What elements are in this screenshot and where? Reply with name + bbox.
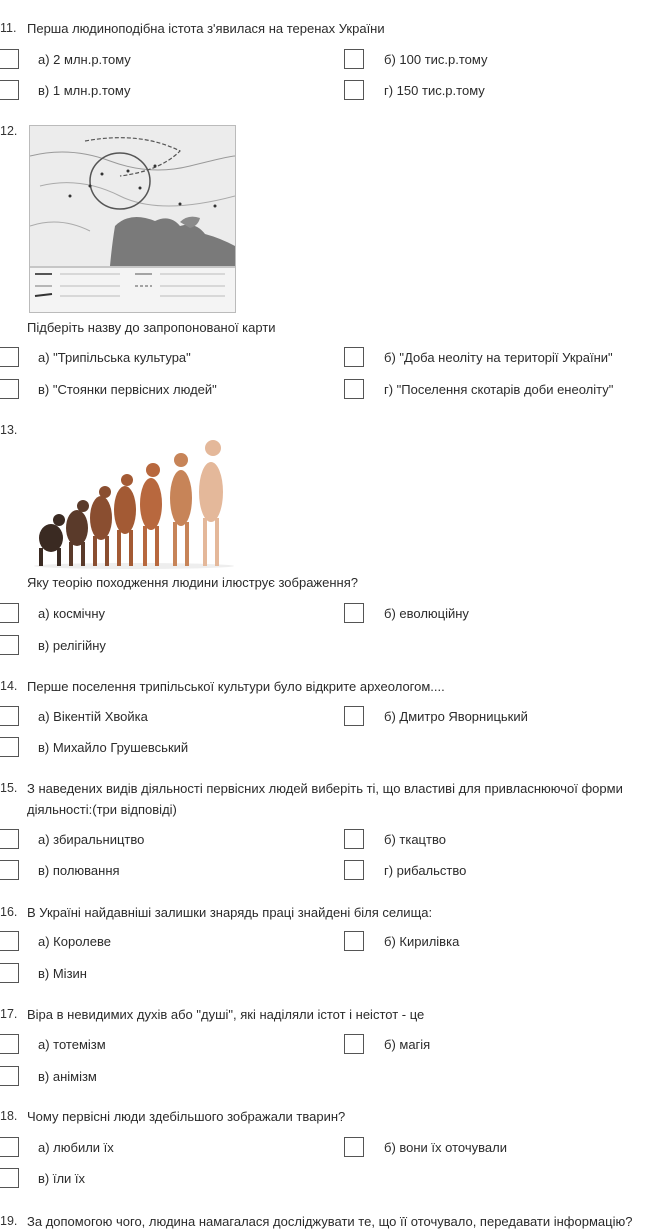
answer-option: в) релігійну: [38, 638, 106, 653]
question-text: В Україні найдавніші залишки знарядь праці знайдені біля селища:: [27, 905, 433, 920]
answer-option: а) "Трипільська культура": [38, 350, 191, 365]
answer-option: в) 1 млн.р.тому: [38, 83, 131, 98]
question-number: 11.: [0, 21, 17, 35]
answer-option: а) 2 млн.р.тому: [38, 52, 131, 67]
map-illustration: [30, 126, 235, 312]
answer-checkbox[interactable]: [344, 1034, 364, 1054]
answer-option: в) Мізин: [38, 966, 87, 981]
answer-option: г) рибальство: [384, 863, 467, 878]
human-evolution-image: [29, 420, 239, 570]
answer-checkbox[interactable]: [344, 829, 364, 849]
answer-option: а) тотемізм: [38, 1037, 106, 1052]
question-number: 18.: [0, 1109, 18, 1123]
answer-checkbox[interactable]: [0, 1034, 19, 1054]
answer-option: а) збиральництво: [38, 832, 145, 847]
question-text: Підберіть назву до запропонованої карти: [27, 320, 276, 335]
question-text: Чому первісні люди здебільшого зображали тварин?: [27, 1109, 346, 1124]
answer-option: б) еволюційну: [384, 606, 469, 621]
answer-option: б) Кирилівка: [384, 934, 460, 949]
answer-option: б) "Доба неоліту на території України": [384, 350, 613, 365]
answer-checkbox[interactable]: [0, 737, 19, 757]
answer-option: а) Королеве: [38, 934, 111, 949]
question-number: 12.: [0, 124, 18, 138]
answer-option: а) Вікентій Хвойка: [38, 709, 148, 724]
answer-checkbox[interactable]: [0, 963, 19, 983]
answer-option: б) вони їх оточували: [384, 1140, 507, 1155]
answer-option: в) Михайло Грушевський: [38, 740, 189, 755]
answer-checkbox[interactable]: [344, 706, 364, 726]
answer-option: в) полювання: [38, 863, 120, 878]
answer-checkbox[interactable]: [0, 379, 19, 399]
answer-checkbox[interactable]: [344, 379, 364, 399]
question-number: 15.: [0, 781, 18, 795]
evolution-illustration: [29, 420, 239, 570]
question-text: Перша людиноподібна істота з'явилася на теренах України: [27, 21, 385, 36]
answer-checkbox[interactable]: [344, 860, 364, 880]
answer-checkbox[interactable]: [0, 931, 19, 951]
answer-checkbox[interactable]: [0, 80, 19, 100]
answer-checkbox[interactable]: [344, 49, 364, 69]
answer-option: г) 150 тис.р.тому: [384, 83, 485, 98]
question-text: З наведених видів діяльності первісних людей виберіть ті, що властиві для привласнюючої форми діяльності:(три відповіді): [27, 781, 623, 817]
answer-option: б) магія: [384, 1037, 431, 1052]
answer-checkbox[interactable]: [0, 1066, 19, 1086]
answer-checkbox[interactable]: [0, 1168, 19, 1188]
question-text: Віра в невидимих духів або "душі", які наділяли істот і неістот - це: [27, 1007, 425, 1022]
answer-checkbox[interactable]: [344, 347, 364, 367]
answer-option: г) "Поселення скотарів доби енеоліту": [384, 382, 614, 397]
question-text: Перше поселення трипільської культури було відкрите археологом....: [27, 679, 445, 694]
question-text: За допомогою чого, людина намагалася досліджувати те, що її оточувало, передавати інформацію?: [27, 1214, 633, 1229]
question-text: Яку теорію походження людини ілюструє зображення?: [27, 575, 358, 590]
answer-checkbox[interactable]: [0, 706, 19, 726]
answer-checkbox[interactable]: [344, 603, 364, 623]
answer-checkbox[interactable]: [344, 931, 364, 951]
answer-checkbox[interactable]: [0, 49, 19, 69]
answer-option: а) любили їх: [38, 1140, 114, 1155]
question-number: 13.: [0, 423, 18, 437]
answer-checkbox[interactable]: [0, 829, 19, 849]
answer-option: в) їли їх: [38, 1171, 86, 1186]
answer-option: в) "Стоянки первісних людей": [38, 382, 217, 397]
answer-checkbox[interactable]: [0, 635, 19, 655]
answer-option: б) ткацтво: [384, 832, 446, 847]
answer-checkbox[interactable]: [344, 1137, 364, 1157]
answer-checkbox[interactable]: [0, 1137, 19, 1157]
historical-map-image: [29, 125, 236, 313]
question-number: 16.: [0, 905, 18, 919]
question-number: 14.: [0, 679, 18, 693]
question-number: 17.: [0, 1007, 18, 1021]
answer-checkbox[interactable]: [0, 603, 19, 623]
answer-option: в) анімізм: [38, 1069, 97, 1084]
answer-checkbox[interactable]: [0, 860, 19, 880]
answer-checkbox[interactable]: [0, 347, 19, 367]
answer-option: б) Дмитро Яворницький: [384, 709, 528, 724]
answer-option: а) космічну: [38, 606, 106, 621]
answer-checkbox[interactable]: [344, 80, 364, 100]
answer-option: б) 100 тис.р.тому: [384, 52, 488, 67]
question-number: 19.: [0, 1214, 18, 1228]
